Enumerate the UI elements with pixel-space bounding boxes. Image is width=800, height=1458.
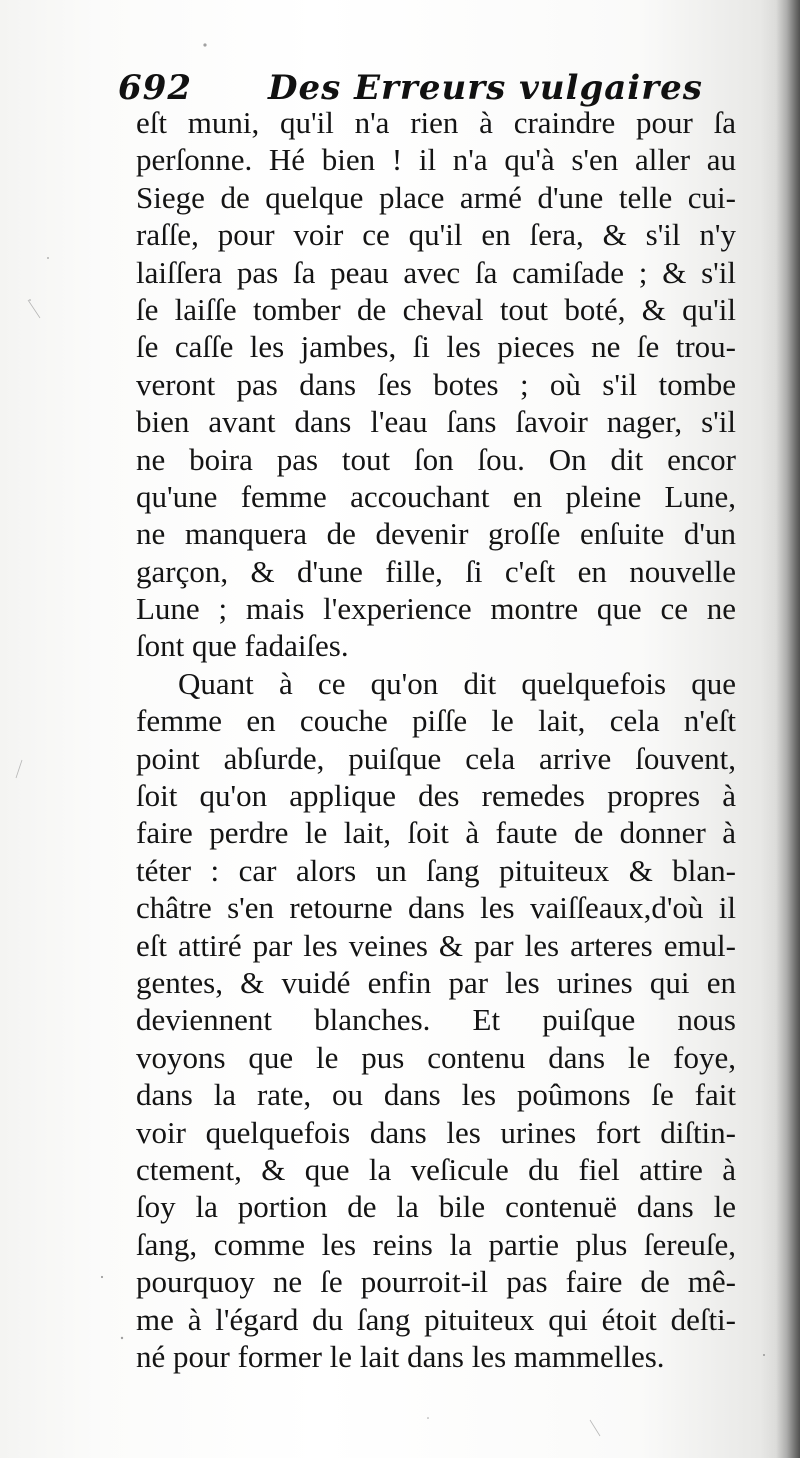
text-line: eſt muni, qu'il n'a rien à craindre pour ſa bbox=[136, 105, 736, 140]
text-line: Siege de quelque place armé d'une telle cui- bbox=[136, 179, 736, 215]
text-line: perſonne. Hé bien ! il n'a qu'à s'en aller au bbox=[136, 142, 736, 178]
text-line: qu'une femme accouchant en pleine Lune, bbox=[136, 478, 736, 514]
text-line: laiſſera pas ſa peau avec ſa camiſade ; & s'il bbox=[136, 254, 736, 290]
running-title: Des Erreurs vulgaires bbox=[268, 68, 703, 108]
text-line: veront pas dans ſes botes ; où s'il tombe bbox=[136, 366, 736, 402]
text-line: ſoy la portion de la bile contenuë dans le bbox=[136, 1189, 736, 1225]
text-line: deviennent blanches. Et puiſque nous bbox=[136, 1002, 736, 1038]
body-text bbox=[136, 104, 736, 1375]
text-line: me à l'égard du ſang pituiteux qui étoit deſti- bbox=[136, 1301, 736, 1337]
text-line: ſe laiſſe tomber de cheval tout boté, & qu'il bbox=[136, 291, 736, 327]
text-line: dans la rate, ou dans les poûmons ſe fait bbox=[136, 1077, 736, 1113]
page-number: 692 bbox=[118, 68, 192, 108]
paragraph-last-line: ſont que fadaiſes. bbox=[136, 628, 349, 664]
text-line: né pour former le lait dans les mammelles. bbox=[136, 1338, 665, 1374]
text-line: téter : car alors un ſang pituiteux & blan- bbox=[136, 852, 736, 888]
text-line: ſe caſſe les jambes, ſi les pieces ne ſe trou- bbox=[136, 329, 736, 365]
text-line: point abſurde, puiſque cela arrive ſouvent, bbox=[136, 740, 736, 776]
text-line: ſang, comme les reins la partie plus ſereuſe, bbox=[136, 1226, 736, 1262]
text-line: gentes, & vuidé enfin par les urines qui en bbox=[136, 964, 736, 1000]
text-line: eſt attiré par les veines & par les arteres emul- bbox=[136, 927, 736, 963]
text-line: ſoit qu'on applique des remedes propres à bbox=[136, 778, 736, 814]
text-line: voir quelquefois dans les urines fort diſtin- bbox=[136, 1114, 736, 1150]
text-line: voyons que le pus contenu dans le foye, bbox=[136, 1039, 736, 1075]
text-line: pourquoy ne ſe pourroit-il pas faire de mê- bbox=[136, 1264, 736, 1300]
text-line: Lune ; mais l'experience montre que ce ne bbox=[136, 591, 736, 627]
text-line: femme en couche piſſe le lait, cela n'eſt bbox=[136, 703, 736, 739]
text-line: bien avant dans l'eau ſans ſavoir nager, s'il bbox=[136, 404, 736, 440]
text-line: châtre s'en retourne dans les vaiſſeaux,d'où il bbox=[136, 890, 736, 926]
text-line: ctement, & que la veſicule du fiel attire à bbox=[136, 1151, 736, 1187]
text-line: faire perdre le lait, ſoit à faute de donner à bbox=[136, 815, 736, 851]
text-line: ne manquera de devenir groſſe enſuite d'un bbox=[136, 516, 736, 552]
text-line: garçon, & d'une fille, ſi c'eſt en nouvelle bbox=[136, 553, 736, 589]
page-binding-shadow bbox=[776, 0, 800, 1458]
text-line: ne boira pas tout ſon ſou. On dit encor bbox=[136, 441, 736, 477]
text-line: raſſe, pour voir ce qu'il en ſera, & s'il n'y bbox=[136, 217, 736, 253]
paragraph-first-line: Quant à ce qu'on dit quelquefois que bbox=[178, 665, 736, 701]
